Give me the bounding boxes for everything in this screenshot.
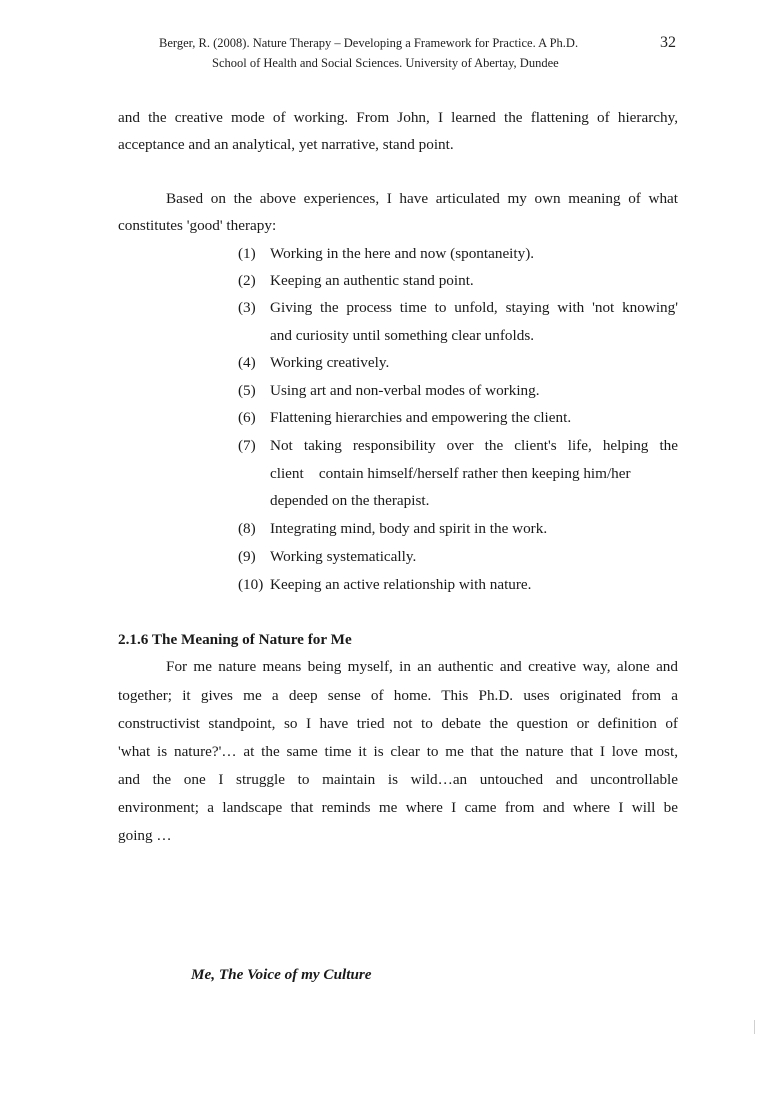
paragraph-line: constructivist standpoint, so I have tried not to debate the question or definition of <box>118 715 678 732</box>
list-number: (7) <box>238 437 256 454</box>
list-item-text: client contain himself/herself rather then keeping him/her <box>270 465 631 482</box>
list-item-text: and curiosity until something clear unfolds. <box>270 327 535 344</box>
paragraph-line: environment; a landscape that reminds me where I came from and where I will be <box>118 799 678 816</box>
paragraph-line: For me nature means being myself, in an authentic and creative way, alone and <box>166 658 678 675</box>
paragraph-line: and the one I struggle to maintain is wild…an untouched and uncontrollable <box>118 771 678 788</box>
list-number: (10) <box>238 576 264 593</box>
list-item-text: Using art and non-verbal modes of working. <box>270 382 540 399</box>
list-item-text: Working systematically. <box>270 548 417 565</box>
list-number: (4) <box>238 354 256 371</box>
list-number: (1) <box>238 245 256 262</box>
running-header-institution: School of Health and Social Sciences. University of Abertay, Dundee <box>212 56 559 70</box>
paragraph-line: going … <box>118 827 172 844</box>
figure-caption: Me, The Voice of my Culture <box>191 966 372 983</box>
section-heading: 2.1.6 The Meaning of Nature for Me <box>118 631 352 648</box>
list-number: (6) <box>238 409 256 426</box>
paragraph-line: constitutes 'good' therapy: <box>118 217 277 234</box>
paragraph-line: 'what is nature?'… at the same time it is clear to me that the nature that I love most, <box>118 743 678 760</box>
list-item-text: Working in the here and now (spontaneity). <box>270 245 535 262</box>
list-item-text: Integrating mind, body and spirit in the work. <box>270 520 548 537</box>
list-number: (9) <box>238 548 256 565</box>
paragraph-line: together; it gives me a deep sense of home. This Ph.D. uses originated from a <box>118 687 678 704</box>
list-item-text: Keeping an active relationship with nature. <box>270 576 532 593</box>
list-number: (8) <box>238 520 256 537</box>
list-item-text: Flattening hierarchies and empowering the client. <box>270 409 572 426</box>
paragraph-line: acceptance and an analytical, yet narrative, stand point. <box>118 136 454 153</box>
page-number: 32 <box>660 34 676 51</box>
list-item-text: depended on the therapist. <box>270 492 430 509</box>
paragraph-line: and the creative mode of working. From John, I learned the flattening of hierarchy, <box>118 109 678 126</box>
list-number: (2) <box>238 272 256 289</box>
list-number: (3) <box>238 299 256 316</box>
list-item-text: Keeping an authentic stand point. <box>270 272 474 289</box>
list-item-text: Working creatively. <box>270 354 390 371</box>
paragraph-line: Based on the above experiences, I have articulated my own meaning of what <box>166 190 678 207</box>
scan-artifact <box>754 1020 755 1034</box>
running-header-citation: Berger, R. (2008). Nature Therapy – Developing a Framework for Practice. A Ph.D. <box>159 36 579 50</box>
list-item-text: Giving the process time to unfold, staying with 'not knowing' <box>270 299 678 316</box>
list-number: (5) <box>238 382 256 399</box>
list-item-text: Not taking responsibility over the client's life, helping the <box>270 437 678 454</box>
